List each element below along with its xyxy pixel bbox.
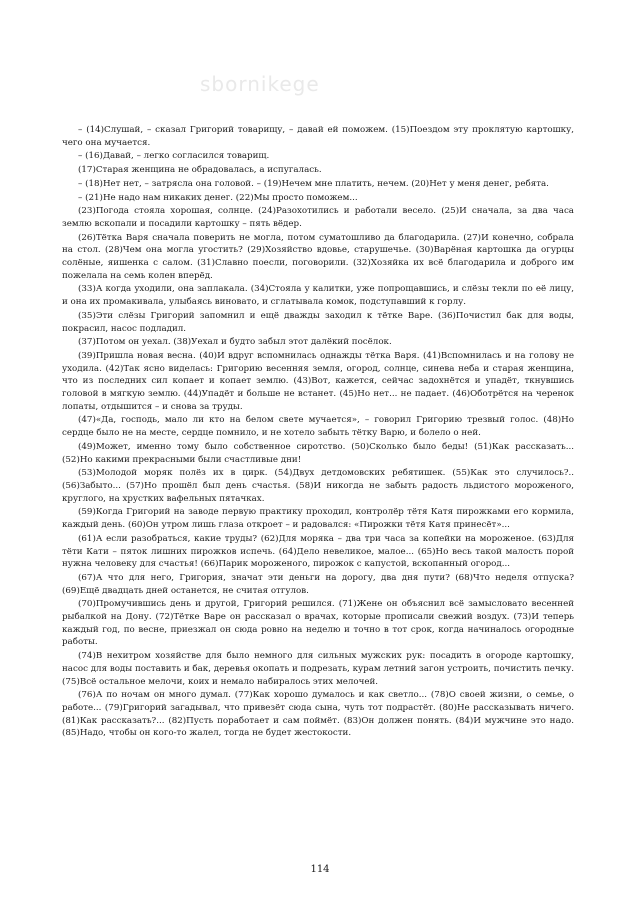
- paragraph: (49)Может, именно тому было собственное сиротство. (50)Сколько было беды! (51)Как рассказать... (52)Но какими прекрасными были счастливые дни!: [62, 441, 574, 465]
- paragraph: (33)А когда уходили, она заплакала. (34)Стояла у калитки, уже попрощавшись, и слёзы текли по её лицу, и она их промакивала, улыбаясь виновато, и сглатывала комок, подступавший к горлу.: [62, 284, 574, 308]
- paragraph: (61)А если разобраться, какие труды? (62)Для моряка – два три часа за копейки на мороженое. (63)Для тёти Кати – пяток лишних пирожков испечь. (64)Дело невеликое, малое... (65)Но весь такой малость порой нужна человеку для счастья! (66)Парик мороженого, пирожок с капустой, вскопанный огород...: [62, 533, 574, 570]
- paragraph: – (14)Слушай, – сказал Григорий товарищу, – давай ей поможем. (15)Поездом эту проклятую картошку, чего она мучается.: [62, 125, 574, 148]
- paragraph: (39)Пришла новая весна. (40)И вдруг вспомнилась однажды тётка Варя. (41)Вспомнилась и на голову не уходила. (42)Так ясно виделась: Григорию весенняя земля, огород, солнце, синева неба и старая женщина, что из последних сил копает и копает землю. (43)Вот, кажется, сейчас задохнётся и упадёт, ткнувшись головой в мягкую землю. (44)Упадёт и больше не встанет. (45)Но нет... не падает. (46)Оботрётся на черенок лопаты, отдышится – и снова за труды.: [62, 350, 574, 412]
- paragraph: (47)«Да, господь, мало ли кто на белом свете мучается», – говорил Григорию трезвый голос. (48)Но сердце было не на месте, сердце помнило, и не хотело забыть тётку Варю, и болело о ней.: [62, 415, 574, 439]
- paragraph: (76)А по ночам он много думал. (77)Как хорошо думалось и как светло... (78)О своей жизни, о семье, о работе... (79)Григорий загадывал, что привезёт сюда сына, чуть тот подрастёт. (80)Не рассказывать ничего. (81)Как рассказать?... (82)Пусть поработает и сам поймёт. (83)Он должен понять. (84)И мужчине это надо. (85)Надо, чтобы он кого-то жалел, тогда не будет жестокости.: [62, 690, 574, 739]
- paragraph: (26)Тётка Варя сначала поверить не могла, потом суматошливо да благодарила. (27)И конечно, собрала на стол. (28)Чем она могла угостить? (29)Хозяйство вдовье, старушечье. (30)Варёная картошка да огурцы солёные, яишенка с салом. (31)Славно поесли, поговорили. (32)Хозяйка их всё благодарила и доброго им пожелала на семь колен вперёд.: [62, 232, 574, 281]
- paragraph: – (18)Нет нет, – затрясла она головой. – (19)Нечем мне платить, нечем. (20)Нет у меня денег, ребята.: [78, 178, 549, 189]
- page-number: 114: [310, 864, 330, 875]
- paragraph: (17)Старая женщина не обрадовалась, а испугалась.: [78, 165, 322, 176]
- paragraph: (37)Потом он уехал. (38)Уехал и будто забыл этот далёкий посёлок.: [78, 337, 392, 348]
- watermark: sbornikege: [200, 72, 320, 96]
- paragraph: (70)Промучившись день и другой, Григорий решился. (71)Жене он объяснил всё замысловато весенней рыбалкой на Дону. (72)Тётке Варе он рассказал о врачах, которые прописали свежий воздух. (73)И теперь каждый год, по весне, приезжал он сюда ровно на неделю и точно в тот срок, когда начиналось огородные работы.: [62, 599, 574, 648]
- paragraph: (74)В нехитром хозяйстве для было немного для сильных мужских рук: посадить в огороде картошку, насос для воды поставить и бак, деревья окопать и подрезать, курам летний загон устроить, почистить печку. (75)Всё остальное мелочи, коих и немало набиралось этих мелочей.: [62, 651, 574, 687]
- paragraph: (35)Эти слёзы Григорий запомнил и ещё дважды заходил к тётке Варе. (36)Почистил бак для воды, покрасил, насос подладил.: [62, 310, 574, 334]
- paragraph: – (21)Не надо нам никаких денег. (22)Мы просто поможем...: [78, 192, 358, 203]
- paragraph: (67)А что для него, Григория, значат эти деньги на дорогу, два дня пути? (68)Что неделя отпуска? (69)Ещё двадцать дней останется, не считая отгулов.: [62, 572, 574, 596]
- body-text: [62, 124, 574, 741]
- paragraph: (53)Молодой моряк полёз их в цирк. (54)Двух детдомовских ребятишек. (55)Как это случилось?.. (56)Забыто... (57)Но прошёл был день счастья. (58)И никогда не забыть радость льдистого мороженого, круглого, на хрустких вафельных пятачках.: [62, 468, 574, 504]
- paragraph: – (16)Давай, – легко согласился товарищ.: [78, 151, 270, 162]
- paragraph: (59)Когда Григорий на заводе первую практику проходил, контролёр тётя Катя пирожками его кормила, каждый день. (60)Он утром лишь глаза откроет – и радовался: «Пирожки тётя Катя принесёт»...: [62, 507, 574, 531]
- paragraph: (23)Погода стояла хорошая, солнце. (24)Разохотились и работали весело. (25)И сначала, за два часа землю вскопали и посадили картошку – пять вёдер.: [62, 206, 574, 229]
